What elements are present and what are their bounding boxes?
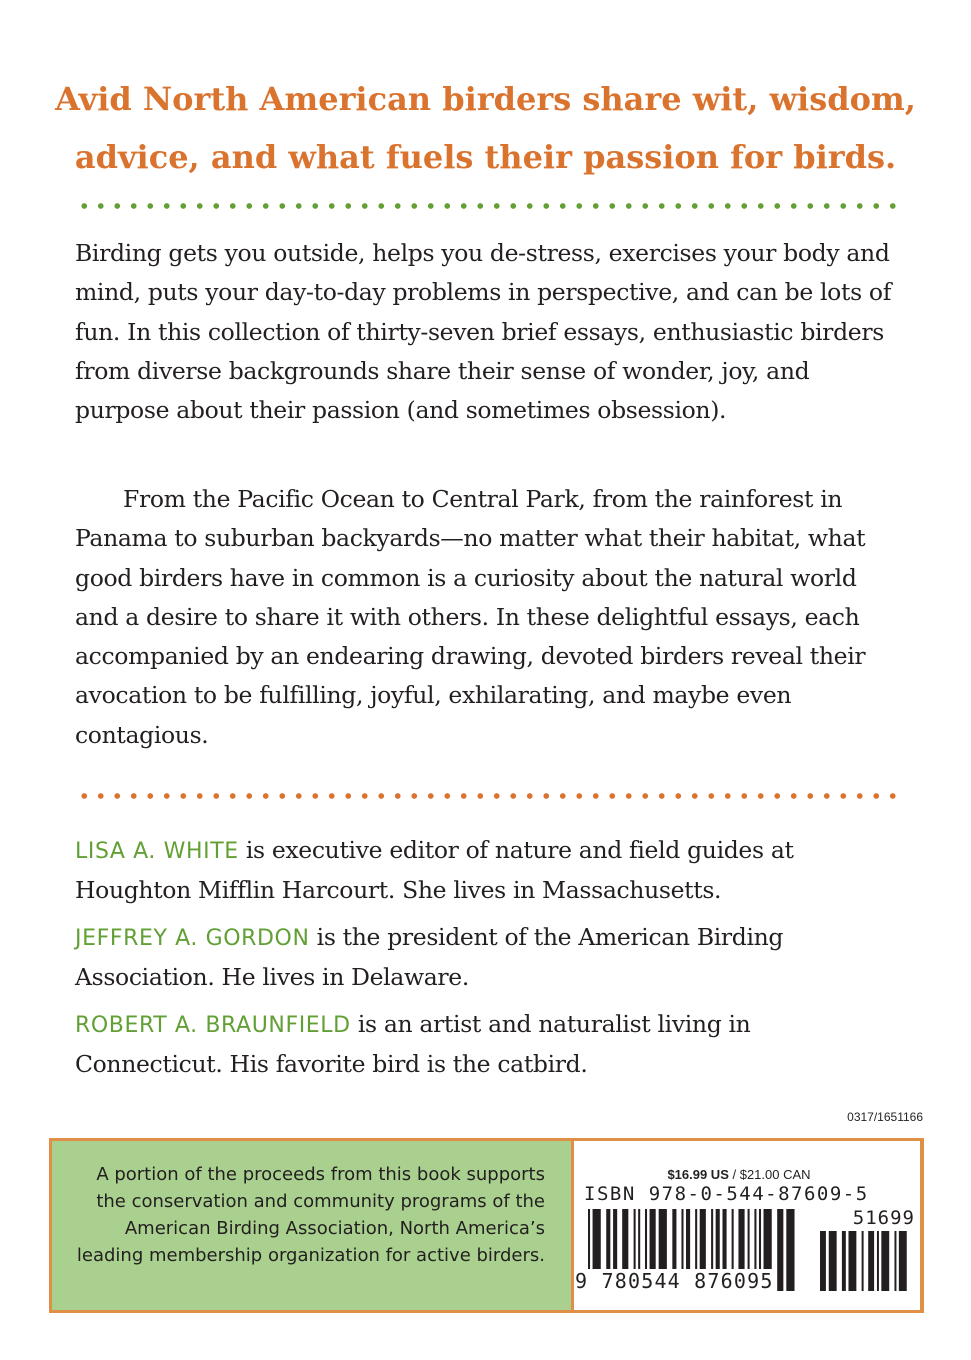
- price-line: [574, 1167, 904, 1182]
- headline: Avid North American birders share wit, wisdom, advice, and what fuels their passion for birds.: [55, 80, 916, 176]
- author-bio-lisa-white: [75, 831, 905, 911]
- author-bio-text: is the president of the American Birding Association. He lives in Delaware.: [75, 923, 784, 992]
- barcode-bar: [862, 1231, 864, 1291]
- author-bio-text: is executive editor of nature and field guides at Houghton Mifflin Harcourt. She lives in Massachusetts.: [75, 836, 794, 905]
- barcode-bar: [848, 1231, 856, 1291]
- proceeds-note: A portion of the proceeds from this book supports the conservation and community programs of the American Birding Association, North America’s leading membership organization for active birders.: [76, 1164, 545, 1266]
- price-us: $16.99 US: [667, 1167, 729, 1182]
- description-paragraph-2: From the Pacific Ocean to Central Park, from the rainforest in Panama to suburban backyards—no matter what their habitat, what good birders have in common is a curiosity about the natural world and a desire to share it with others. In these delightful essays, each accompanied by an endearing drawing, devoted birders reveal their avocation to be fulfilling, joyful, exhilarating, and maybe even contagious.: [75, 485, 866, 749]
- price-separator: /: [728, 1167, 740, 1182]
- barcode-bar: [820, 1231, 826, 1291]
- supplement-barcode: [820, 1231, 912, 1291]
- price-can: $21.00 CAN: [739, 1167, 811, 1182]
- barcode-bar: [899, 1231, 907, 1291]
- author-bio-robert-braunfield: [75, 1005, 905, 1085]
- author-name: LISA A. WHITE: [75, 839, 239, 864]
- barcode-bar: [877, 1231, 879, 1291]
- author-name: ROBERT A. BRAUNFIELD: [75, 1013, 351, 1038]
- author-bio-jeffrey-gordon: [75, 918, 905, 998]
- author-bio-text: is an artist and naturalist living in Connecticut. His favorite bird is the catbird.: [75, 1010, 751, 1079]
- barcode-bar: [829, 1231, 837, 1291]
- barcode-bar: [894, 1231, 896, 1291]
- ean-digits: 9 780544 876095: [575, 1269, 774, 1293]
- author-name: JEFFREY A. GORDON: [75, 926, 310, 951]
- barcode-bar: [842, 1231, 846, 1291]
- orange-dotted-divider: [76, 792, 902, 800]
- green-dotted-divider: [76, 202, 902, 210]
- description-paragraph-1: Birding gets you outside, helps you de-stress, exercises your body and mind, puts your day-to-day problems in perspective, and can be lots of fun. In this collection of thirty-seven brief essays, enthusiastic birders from diverse backgrounds share their sense of wonder, joy, and purpose about their passion (and sometimes obsession).: [75, 239, 892, 425]
- isbn-label: ISBN 978-0-544-87609-5: [584, 1183, 869, 1205]
- barcode-bar: [881, 1231, 889, 1291]
- product-code: 0317/1651166: [847, 1110, 923, 1124]
- price-supplement-code: 51699: [852, 1207, 915, 1229]
- proceeds-box: [52, 1141, 571, 1310]
- barcode-bar: [868, 1231, 874, 1291]
- barcode-box: [574, 1141, 920, 1310]
